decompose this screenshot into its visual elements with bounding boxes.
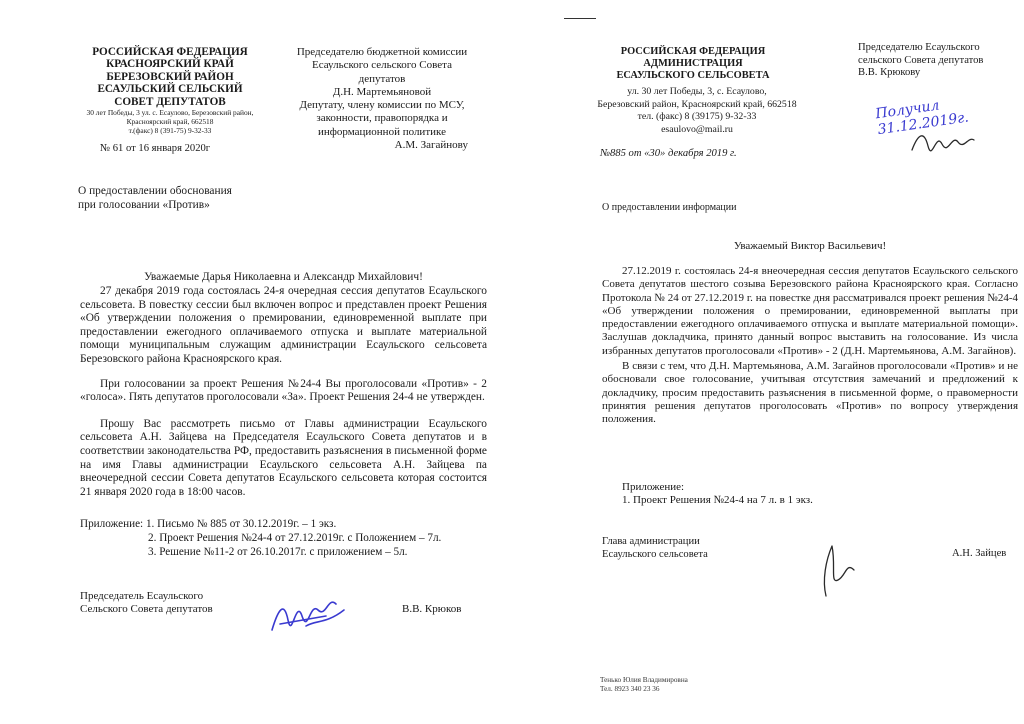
org-line: ЕСАУЛЬСКОГО СЕЛЬСОВЕТА xyxy=(616,69,770,81)
org-address-line: Красноярский край, 662518 xyxy=(126,117,214,127)
org-address xyxy=(592,86,802,136)
letter-page-right xyxy=(512,0,1024,724)
addressee-line: информационной политике xyxy=(318,125,446,138)
outgoing-number: № 61 от 16 января 2020г xyxy=(100,143,211,154)
org-line: АДМИНИСТРАЦИЯ xyxy=(643,57,743,69)
signer-title-line: Председатель Есаульского xyxy=(80,590,204,602)
org-address-line: Березовский район, Красноярский край, 662518 xyxy=(597,98,797,110)
letter-body xyxy=(80,285,487,499)
addressee-block xyxy=(282,46,482,152)
salutation: Уважаемые Дарья Николаевна и Александр Михайлович! xyxy=(144,271,423,283)
salutation: Уважаемый Виктор Васильевич! xyxy=(733,240,887,252)
addressee-line: законности, правопорядка и xyxy=(316,112,448,125)
addressee-line: Председателю Есаульского xyxy=(858,42,980,53)
body-paragraph: При голосовании за проект Решения №24-4 Вы проголосовали «Против» - 2 «голоса». Пять депутатов проголосовали «За». Проект Решения 24-4 не утвержден. xyxy=(80,377,487,404)
attachment-item: 3. Решение №11-2 от 26.10.2017г. с приложением – 5л. xyxy=(148,546,408,558)
body-paragraph: В связи с тем, что Д.Н. Мартемьянова, А.М. Загайнов проголосовали «Против» и не обосновали свое голосование, учитывая отсутствия замечаний и предложений к докладчику, просим предоставить разъяснения в письменной форме, о правомерности принятия решения депутатов проголосовать «Против» по вопросу утверждения положения. xyxy=(602,360,1018,426)
org-line: СОВЕТ ДЕПУТАТОВ xyxy=(114,95,226,108)
addressee-line: Есаульского сельского Совета xyxy=(312,59,452,72)
org-line: БЕРЕЗОВСКИЙ РАЙОН xyxy=(106,70,234,83)
signature-icon xyxy=(908,126,978,156)
signer-title-line: Глава администрации xyxy=(602,536,700,547)
subject-line: О предоставлении обоснования xyxy=(78,185,232,197)
attachment-item: 1. Проект Решения №24-4 на 7 л. в 1 экз. xyxy=(622,494,813,507)
signature-icon xyxy=(266,590,356,638)
signature-icon xyxy=(812,540,862,600)
attachment-title: Приложение: xyxy=(622,481,685,493)
received-note: Получил 31.12.2019г. xyxy=(874,97,970,139)
subject-line: при голосовании «Против» xyxy=(78,198,210,211)
org-address-line: тел. (факс) 8 (39175) 9-32-33 xyxy=(637,111,757,123)
letter-body xyxy=(602,265,1018,427)
org-header xyxy=(70,46,270,108)
subject: О предоставлении информации xyxy=(602,202,737,213)
attachment-item: Приложение: 1. Письмо № 885 от 30.12.2019г. – 1 экз. xyxy=(80,518,337,530)
body-paragraph: 27 декабря 2019 года состоялась 24-я очередная сессия депутатов Есаульского сельсовета. В повестку сессии был включен вопрос и представлен проект Решения «Об утверждении положения о премировании, единовременной выплате при предоставлении ежегодного оплачиваемого отпуска и выплате материальной помощи муниципальным служащим администрации Есаульского сельсовета Березовского района Красноярского края. xyxy=(80,285,487,365)
attachments xyxy=(622,481,813,508)
org-line: ЕСАУЛЬСКИЙ СЕЛЬСКИЙ xyxy=(97,83,243,96)
addressee-line: Д.Н. Мартемьяновой xyxy=(332,85,432,98)
org-address xyxy=(62,108,278,136)
signer-title-line: Сельского Совета депутатов xyxy=(80,603,213,616)
executor-name: Тенько Юлия Владимировна xyxy=(600,676,688,684)
addressee-line: А.М. Загайнову xyxy=(394,139,468,152)
addressee-line: депутатов xyxy=(358,72,406,85)
org-address-line: т.(факс) 8 (391-75) 9-32-33 xyxy=(128,126,212,136)
org-address-line: ул. 30 лет Победы, 3, с. Есаулово, xyxy=(627,86,767,97)
executor xyxy=(600,676,688,694)
signer-title xyxy=(602,535,708,562)
addressee-line: Председателю бюджетной комиссии xyxy=(296,46,468,58)
body-paragraph: Прошу Вас рассмотреть письмо от Главы администрации Есаульского сельсовета А.Н. Зайцева на Председателя Есаульского Совета депутатов и в соответствии законодательства РФ, предоставить разъяснения в письменной форме на имя Главы администрации Есаульского сельсовета А.Н. Зайцева па внеочередной сессии Совета депутатов Есаульского сельсовета которая состоится 21 января 2020 года в 18:00 часов. xyxy=(80,417,487,498)
attachments xyxy=(80,517,500,559)
body-paragraph: 27.12.2019 г. состоялась 24-я внеочередная сессия депутатов Есаульского сельского Совета депутатов шестого созыва Березовского района Красноярского края. Согласно Протокола № 24 от 27.12.2019 г. на повестке дня рассматривался проект решения №24-4 «Об утверждении положения о премировании, единовременной выплаты при предоставлении ежегодного оплачиваемого отпуска и выплате материальной помощи». Заслушав докладчика, принято данный вопрос выставить на голосование. Из числа избранных депутатов проголосовали «Против» - 2 (Д.Н. Мартемьянова, А.М. Загайнов). xyxy=(602,265,1018,357)
addressee-block xyxy=(858,42,1018,80)
org-line: КРАСНОЯРСКИЙ КРАЙ xyxy=(106,58,234,71)
addressee-line: Депутату, члену комиссии по МСУ, xyxy=(299,99,465,112)
org-address-line: 30 лет Победы, 3 ул. с. Есаулово, Березовский район, xyxy=(86,108,254,117)
signer-name: В.В. Крюков xyxy=(402,603,462,615)
org-header xyxy=(598,46,788,81)
signer-name: А.Н. Зайцев xyxy=(952,548,1007,559)
attachment-item: 2. Проект Решения №24-4 от 27.12.2019г. с Положением – 7л. xyxy=(148,532,442,544)
scan-mark xyxy=(564,18,596,19)
org-address-line: esaulovo@mail.ru xyxy=(661,123,733,135)
addressee-line: сельского Совета депутатов xyxy=(858,54,984,66)
executor-phone: Тел. 8923 340 23 36 xyxy=(600,684,660,693)
subject xyxy=(78,185,338,212)
org-line: РОССИЙСКАЯ ФЕДЕРАЦИЯ xyxy=(620,46,766,57)
signer-title xyxy=(80,590,280,617)
signer-title-line: Есаульского сельсовета xyxy=(602,549,708,561)
org-line: РОССИЙСКАЯ ФЕДЕРАЦИЯ xyxy=(92,46,248,58)
outgoing-number: №885 от «30» декабря 2019 г. xyxy=(600,148,737,159)
addressee-line: В.В. Крюкову xyxy=(858,67,921,79)
